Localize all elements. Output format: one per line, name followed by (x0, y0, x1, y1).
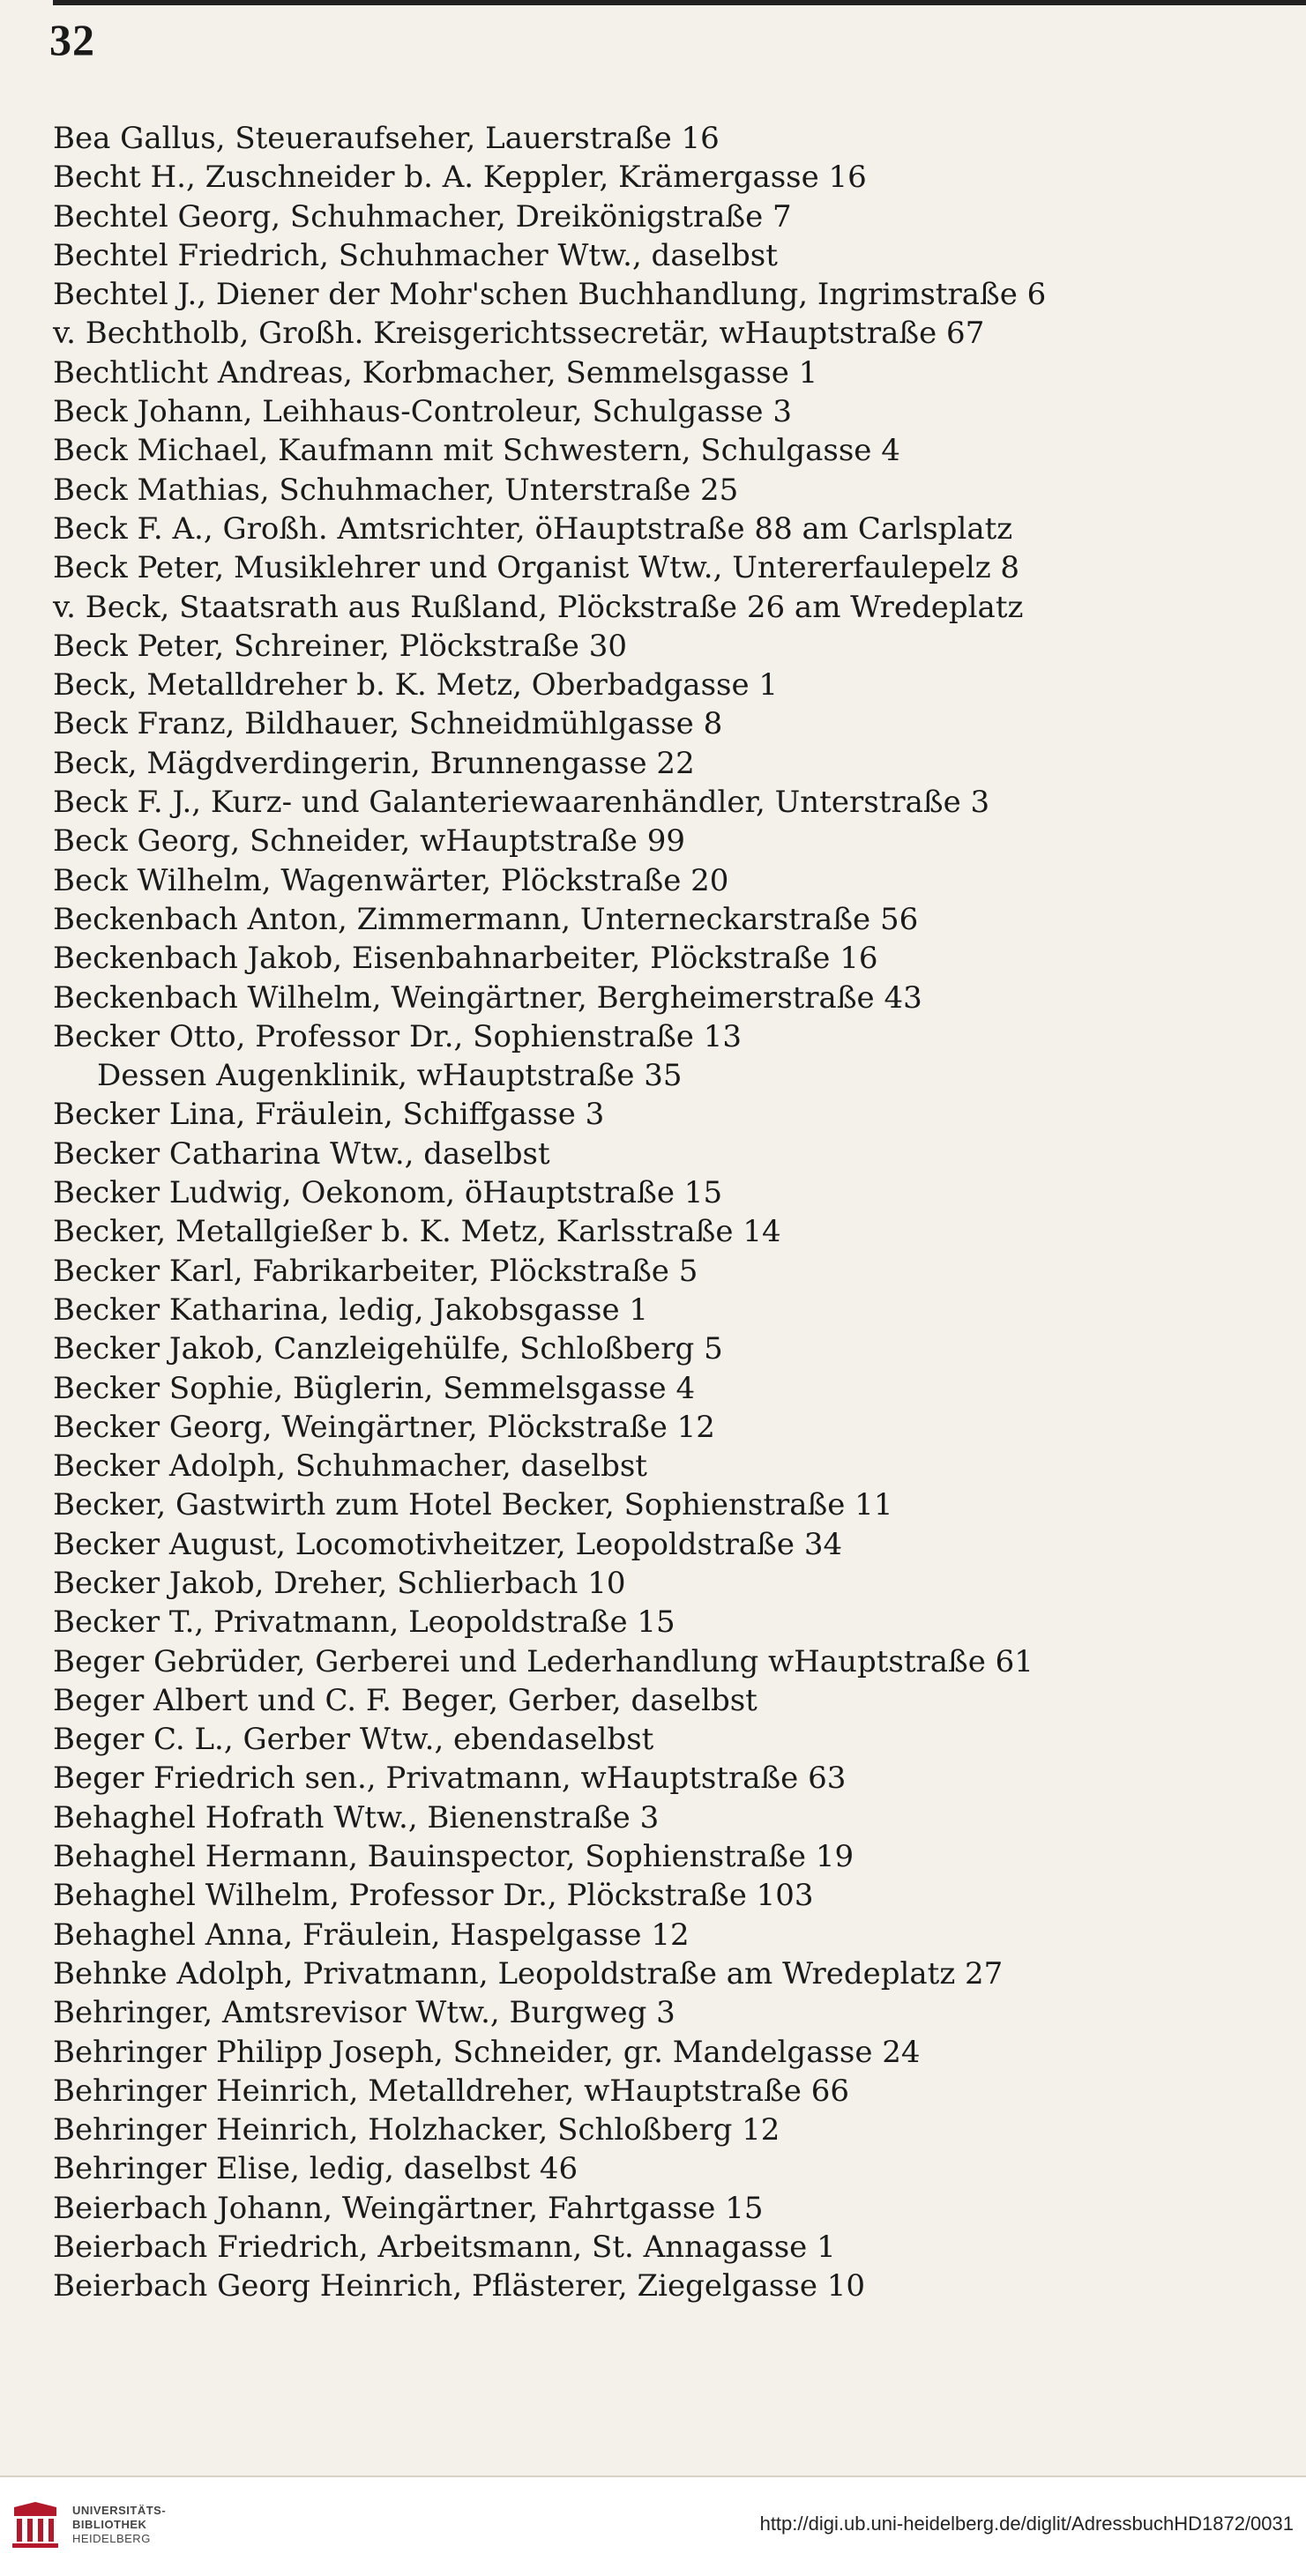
directory-entry: Beck, Mägdverdingerin, Brunnengasse 22 (53, 745, 695, 781)
directory-entry: Beck F. J., Kurz- und Galanteriewaarenhändler, Unterstraße 3 (53, 785, 990, 821)
university-library-logo-icon (9, 2498, 62, 2551)
directory-entry: Becker Catharina Wtw., daselbst (53, 1135, 550, 1172)
directory-entry: Becker August, Locomotivheitzer, Leopoldstraße 34 (53, 1526, 843, 1562)
directory-entry: Beck Georg, Schneider, wHauptstraße 99 (53, 823, 685, 860)
page-footer (0, 2475, 1306, 2576)
directory-entry: Becker T., Privatmann, Leopoldstraße 15 (53, 1604, 675, 1641)
directory-entry: Behaghel Anna, Fräulein, Haspelgasse 12 (53, 1917, 690, 1953)
directory-entry: Behringer Elise, ledig, daselbst 46 (53, 2151, 578, 2187)
library-name-line: UNIVERSITÄTS- (72, 2504, 167, 2517)
directory-entry: Beck F. A., Großh. Amtsrichter, öHauptstraße 88 am Carlsplatz (53, 510, 1013, 547)
directory-entry: Behaghel Wilhelm, Professor Dr., Plöckstraße 103 (53, 1878, 814, 1914)
library-name-line: BIBLIOTHEK (72, 2518, 147, 2531)
directory-entry: Beck Peter, Musiklehrer und Organist Wtw., Untererfaulepelz 8 (53, 550, 1020, 586)
directory-entry: Beck Mathias, Schuhmacher, Unterstraße 25 (53, 472, 739, 508)
directory-entry: Behaghel Hofrath Wtw., Bienenstraße 3 (53, 1799, 660, 1835)
directory-entry: Becker Georg, Weingärtner, Plöckstraße 12 (53, 1409, 715, 1445)
directory-entry: Becker Jakob, Canzleigehülfe, Schloßberg 5 (53, 1331, 723, 1367)
directory-entry: Beck Michael, Kaufmann mit Schwestern, Schulgasse 4 (53, 433, 900, 469)
library-name (72, 2504, 166, 2546)
directory-entry: Beckenbach Anton, Zimmermann, Unterneckarstraße 56 (53, 901, 919, 937)
directory-entry: Bechtlicht Andreas, Korbmacher, Semmelsgasse 1 (53, 354, 818, 391)
directory-entry: Becker Ludwig, Oekonom, öHauptstraße 15 (53, 1175, 723, 1211)
directory-entry: Behaghel Hermann, Bauinspector, Sophienstraße 19 (53, 1839, 854, 1875)
directory-entry: Beierbach Johann, Weingärtner, Fahrtgasse 15 (53, 2190, 764, 2226)
directory-entry: Beger Friedrich sen., Privatmann, wHauptstraße 63 (53, 1761, 847, 1797)
directory-entry: Behringer Heinrich, Holzhacker, Schloßberg 12 (53, 2112, 780, 2148)
directory-entry: Bea Gallus, Steueraufseher, Lauerstraße 16 (53, 121, 720, 156)
directory-entry: Behnke Adolph, Privatmann, Leopoldstraße am Wredeplatz 27 (53, 1955, 1004, 1992)
directory-entry: Behringer Philipp Joseph, Schneider, gr. Mandelgasse 24 (53, 2034, 921, 2070)
directory-entry: v. Bechtholb, Großh. Kreisgerichtssecretär, wHauptstraße 67 (53, 316, 985, 352)
directory-entry: Becht H., Zuschneider b. A. Keppler, Krämergasse 16 (53, 160, 867, 196)
top-rule (53, 0, 1306, 5)
directory-entry: Beger Gebrüder, Gerberei und Lederhandlung wHauptstraße 61 (53, 1643, 1034, 1679)
directory-entry: Bechtel J., Diener der Mohr'schen Buchhandlung, Ingrimstraße 6 (53, 277, 1047, 313)
directory-entry: Becker, Gastwirth zum Hotel Becker, Sophienstraße 11 (53, 1487, 893, 1523)
directory-entry: Behringer, Amtsrevisor Wtw., Burgweg 3 (53, 1995, 675, 2031)
directory-entry: Behringer Heinrich, Metalldreher, wHauptstraße 66 (53, 2073, 849, 2109)
directory-entry: Beierbach Georg Heinrich, Pflästerer, Ziegelgasse 10 (53, 2268, 866, 2304)
directory-entry: Beck Wilhelm, Wagenwärter, Plöckstraße 20 (53, 862, 729, 898)
directory-entry: Becker Otto, Professor Dr., Sophienstraße 13 (53, 1018, 743, 1054)
directory-entry: Becker Jakob, Dreher, Schlierbach 10 (53, 1565, 626, 1601)
directory-entry: Becker Adolph, Schuhmacher, daselbst (53, 1448, 647, 1485)
directory-entry: Beck Peter, Schreiner, Plöckstraße 30 (53, 628, 627, 664)
directory-entry: Becker, Metallgießer b. K. Metz, Karlsstraße 14 (53, 1214, 781, 1250)
directory-entry: Bechtel Georg, Schuhmacher, Dreikönigstraße 7 (53, 198, 792, 235)
source-url-link[interactable]: http://digi.ub.uni-heidelberg.de/diglit/AdressbuchHD1872/0031 (759, 2513, 1294, 2535)
directory-entry: Beck Franz, Bildhauer, Schneidmühlgasse 8 (53, 706, 723, 742)
directory-sub-entry: Dessen Augenklinik, wHauptstraße 35 (97, 1058, 683, 1094)
directory-entry: v. Beck, Staatsrath aus Rußland, Plöckstraße 26 am Wredeplatz (53, 589, 1024, 625)
page-number: 32 (49, 15, 95, 64)
library-name-line: HEIDELBERG (72, 2532, 151, 2545)
directory-entry: Becker Lina, Fräulein, Schiffgasse 3 (53, 1097, 605, 1133)
directory-entry: Becker Katharina, ledig, Jakobsgasse 1 (53, 1292, 649, 1328)
directory-entry: Becker Sophie, Büglerin, Semmelsgasse 4 (53, 1370, 696, 1406)
directory-entry: Beger Albert und C. F. Beger, Gerber, daselbst (53, 1682, 757, 1718)
directory-entry: Bechtel Friedrich, Schuhmacher Wtw., daselbst (53, 237, 778, 273)
directory-entry: Becker Karl, Fabrikarbeiter, Plöckstraße 5 (53, 1253, 698, 1289)
directory-entry: Beck, Metalldreher b. K. Metz, Oberbadgasse 1 (53, 667, 779, 704)
directory-entries (53, 119, 1252, 2306)
directory-entry: Beckenbach Jakob, Eisenbahnarbeiter, Plöckstraße 16 (53, 941, 878, 977)
directory-entry: Beierbach Friedrich, Arbeitsmann, St. Annagasse 1 (53, 2230, 836, 2266)
directory-entry: Beck Johann, Leihhaus-Controleur, Schulgasse 3 (53, 394, 792, 430)
directory-entry: Beger C. L., Gerber Wtw., ebendaselbst (53, 1722, 654, 1758)
directory-entry: Beckenbach Wilhelm, Weingärtner, Bergheimerstraße 43 (53, 979, 922, 1016)
